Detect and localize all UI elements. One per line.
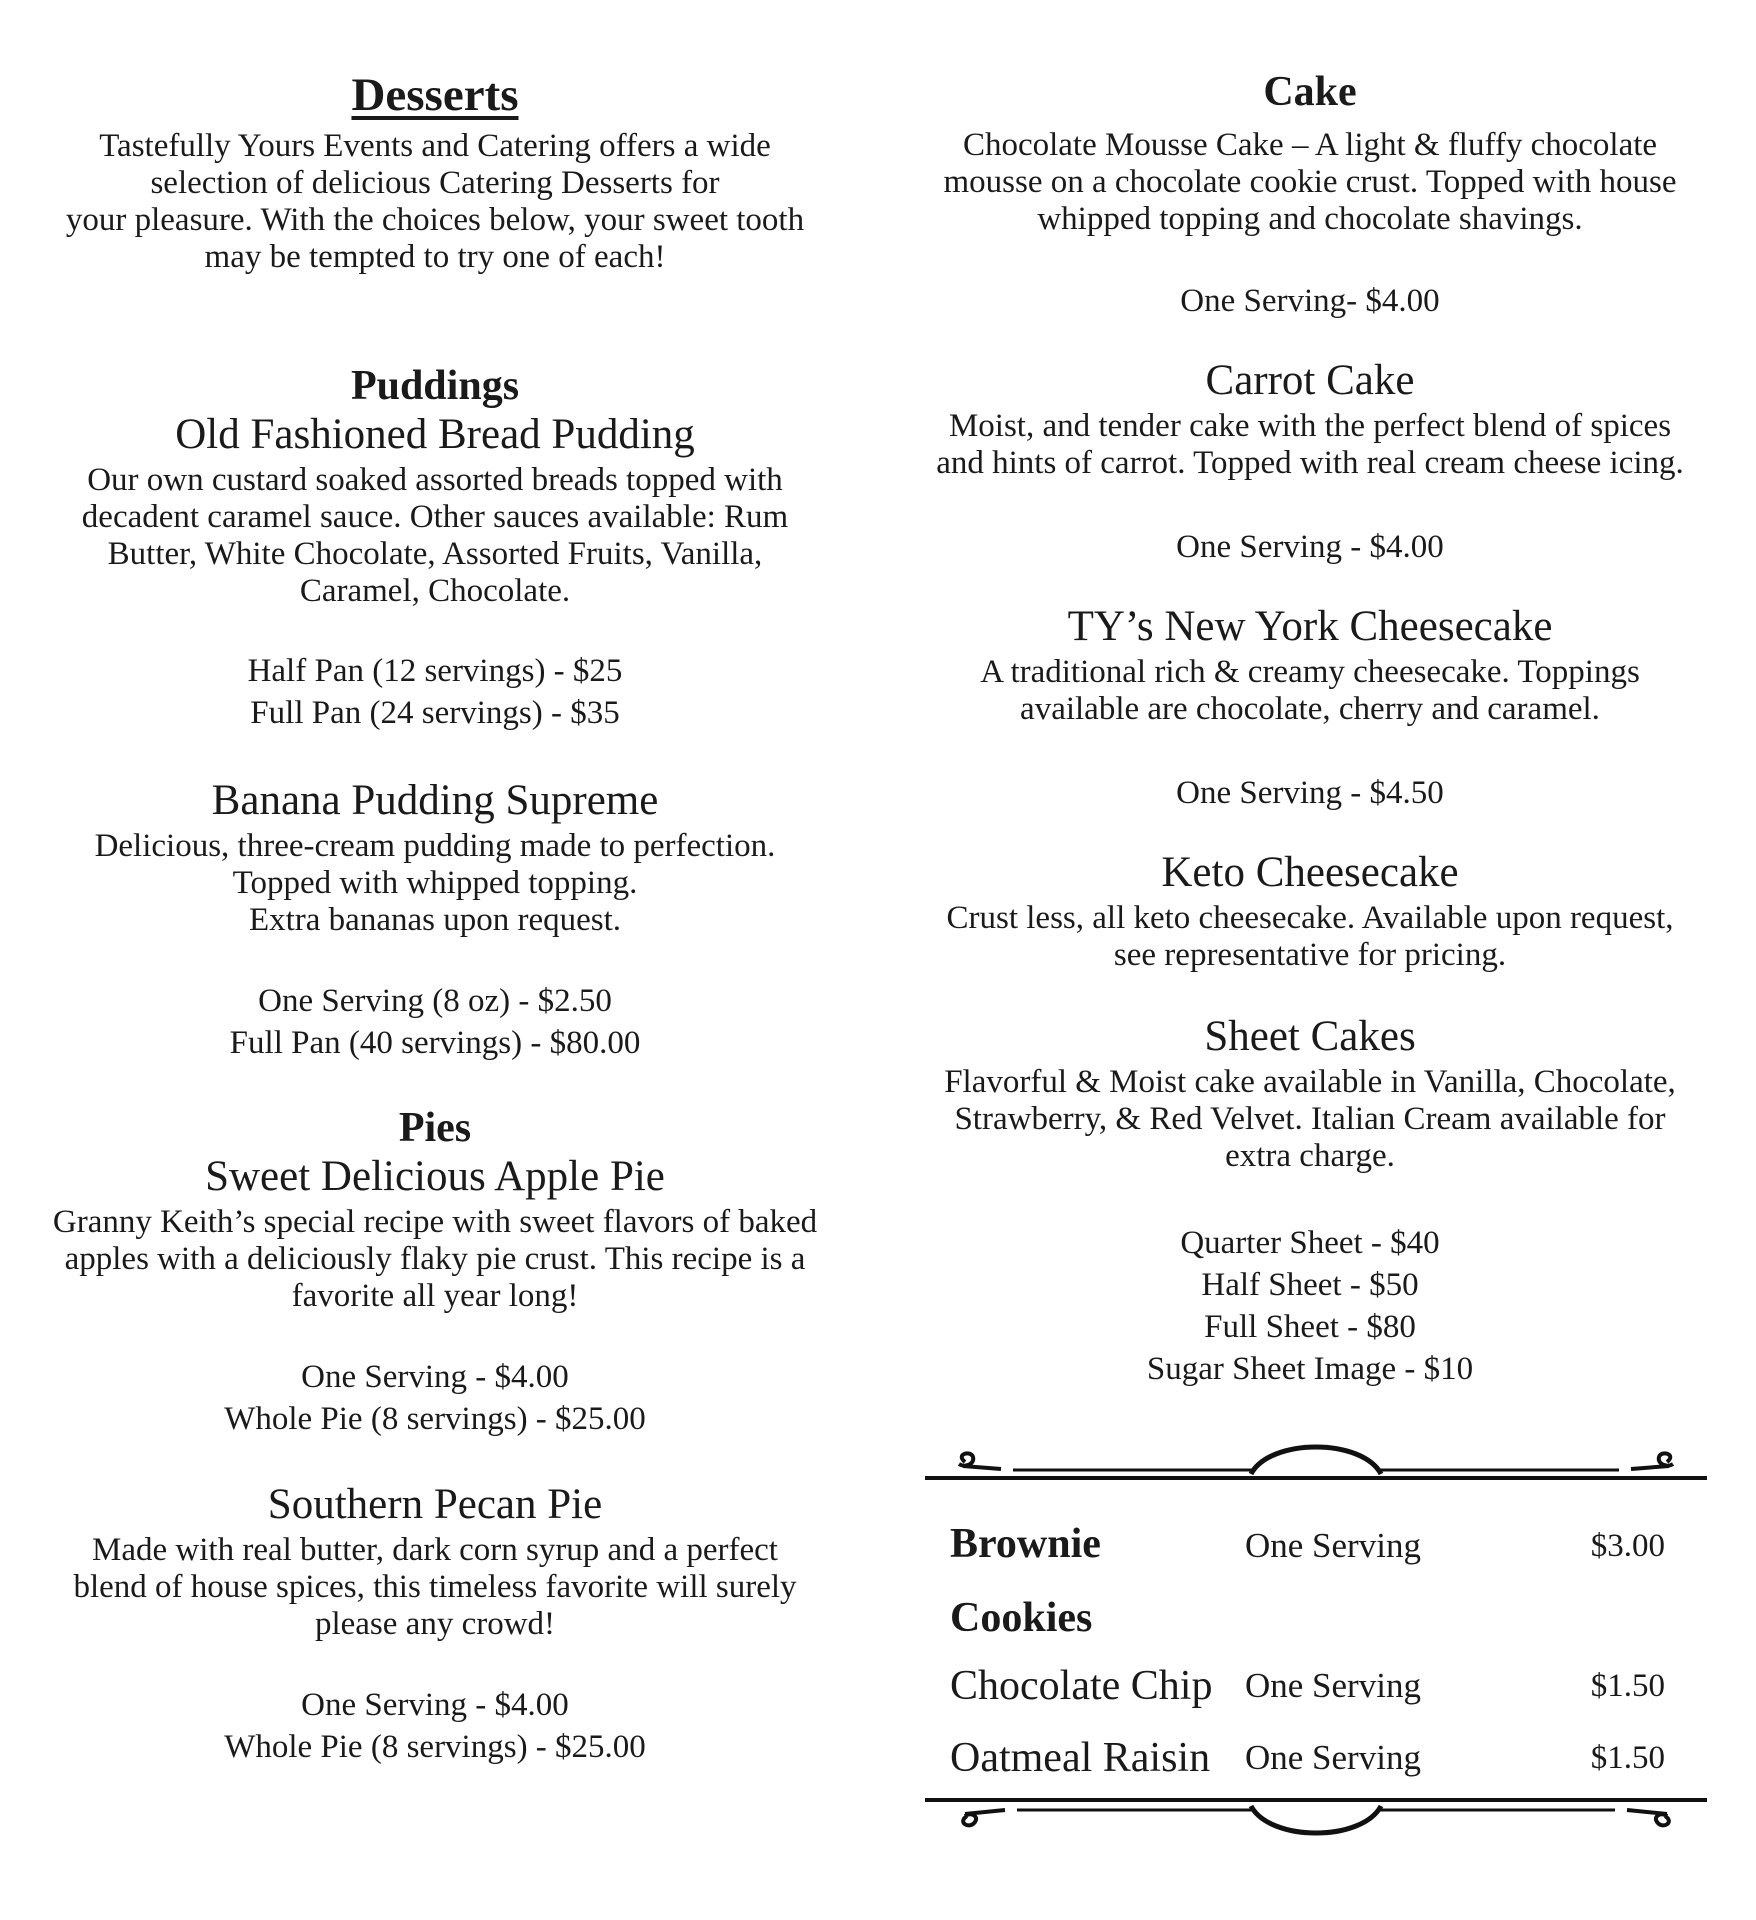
description-line: decadent caramel sauce. Other sauces available: Rum (81, 499, 789, 535)
carrot-cake-name: Carrot Cake (1205, 357, 1415, 404)
price-line: Sugar Sheet Image - $10 (1146, 1351, 1474, 1387)
price-line: Half Sheet - $50 (1201, 1267, 1419, 1303)
description-line: whipped topping and chocolate shavings. (1037, 201, 1583, 237)
description-line: Flavorful & Moist cake available in Vanilla, Chocolate, (944, 1064, 1676, 1100)
description-line: Chocolate Mousse Cake – A light & fluffy chocolate (962, 127, 1658, 163)
intro-line: selection of delicious Catering Desserts for (150, 165, 720, 201)
price-line: Full Pan (40 servings) - $80.00 (229, 1025, 641, 1061)
description-line: Caramel, Chocolate. (299, 573, 571, 609)
description-line: blend of house spices, this timeless favorite will surely (73, 1569, 797, 1605)
banana-pudding-name: Banana Pudding Supreme (211, 777, 659, 824)
oatmeal-raisin-name: Oatmeal Raisin (950, 1735, 1211, 1781)
top-flourish-ornament (925, 1440, 1707, 1480)
description-line: Made with real butter, dark corn syrup and a perfect (92, 1532, 778, 1568)
chocolate-chip-name: Chocolate Chip (950, 1663, 1213, 1709)
price-line: Quarter Sheet - $40 (1180, 1225, 1440, 1261)
description-line: Moist, and tender cake with the perfect blend of spices (948, 408, 1672, 444)
bread-pudding-description (40, 462, 830, 610)
price-line: Half Pan (12 servings) - $25 (247, 653, 623, 689)
price-line: One Serving - $4.00 (301, 1359, 569, 1395)
description-line: and hints of carrot. Topped with real cream cheese icing. (936, 445, 1684, 481)
pecan-pie-description (40, 1532, 830, 1643)
small-items-box (925, 1440, 1707, 1840)
description-line: favorite all year long! (291, 1278, 579, 1314)
description-line: Granny Keith’s special recipe with sweet flavors of baked (52, 1204, 818, 1240)
price-line: One Serving- $4.00 (1180, 283, 1440, 319)
price-line: Full Sheet - $80 (1204, 1309, 1416, 1345)
keto-cheesecake-name: Keto Cheesecake (1161, 849, 1459, 896)
intro-text (40, 128, 830, 276)
price-line: Whole Pie (8 servings) - $25.00 (224, 1729, 646, 1765)
intro-line: Tastefully Yours Events and Catering offers a wide (99, 128, 771, 164)
carrot-cake-description (900, 408, 1720, 482)
sheet-cakes-name: Sheet Cakes (1204, 1013, 1416, 1060)
price-line: One Serving - $4.00 (301, 1687, 569, 1723)
banana-pudding-description (40, 828, 830, 939)
description-line: Butter, White Chocolate, Assorted Fruits, Vanilla, (107, 536, 763, 572)
keto-cheesecake-description (900, 900, 1720, 974)
description-line: see representative for pricing. (1113, 937, 1507, 973)
intro-line: may be tempted to try one of each! (204, 239, 666, 275)
apple-pie-name: Sweet Delicious Apple Pie (205, 1153, 665, 1200)
apple-pie-prices (40, 1356, 830, 1440)
bread-pudding-name: Old Fashioned Bread Pudding (175, 411, 695, 458)
price-line: One Serving (8 oz) - $2.50 (258, 983, 612, 1019)
intro-line: your pleasure. With the choices below, your sweet tooth (65, 202, 805, 238)
top-divider (925, 1476, 1707, 1480)
pecan-pie-name: Southern Pecan Pie (267, 1481, 603, 1528)
pies-heading: Pies (398, 1105, 472, 1151)
chocolate-chip-price: $1.50 (1590, 1668, 1665, 1704)
pecan-pie-prices (40, 1684, 830, 1768)
ny-cheesecake-description (900, 654, 1720, 728)
carrot-cake-price (900, 526, 1720, 568)
ny-cheesecake-name: TY’s New York Cheesecake (1067, 603, 1553, 650)
page-title: Desserts (351, 69, 519, 121)
bottom-flourish-ornament (925, 1800, 1707, 1840)
mousse-cake-description (900, 127, 1720, 238)
sheet-cakes-description (900, 1064, 1720, 1175)
brownie-name: Brownie (950, 1521, 1101, 1567)
description-line: Our own custard soaked assorted breads topped with (87, 462, 783, 498)
chocolate-chip-serving: One Serving (1245, 1666, 1421, 1705)
price-line: Full Pan (24 servings) - $35 (250, 695, 620, 731)
description-line: Crust less, all keto cheesecake. Available upon request, (946, 900, 1674, 936)
description-line: Strawberry, & Red Velvet. Italian Cream available for (954, 1101, 1666, 1137)
description-line: extra charge. (1225, 1138, 1395, 1174)
mousse-cake-price (900, 280, 1720, 322)
description-line: available are chocolate, cherry and caramel. (1020, 691, 1600, 727)
description-line: Topped with whipped topping. (232, 865, 638, 901)
cake-heading: Cake (1263, 69, 1357, 115)
description-line: please any crowd! (314, 1606, 556, 1642)
price-line: Whole Pie (8 servings) - $25.00 (224, 1401, 646, 1437)
apple-pie-description (40, 1204, 830, 1315)
oatmeal-raisin-price: $1.50 (1590, 1740, 1665, 1776)
description-line: apples with a deliciously flaky pie crust. This recipe is a (64, 1241, 806, 1277)
bread-pudding-prices (40, 650, 830, 734)
cookies-heading: Cookies (950, 1595, 1093, 1641)
sheet-cakes-prices (900, 1222, 1720, 1390)
oatmeal-raisin-serving: One Serving (1245, 1738, 1421, 1777)
brownie-serving: One Serving (1245, 1526, 1421, 1565)
description-line: A traditional rich & creamy cheesecake. Toppings (980, 654, 1640, 690)
price-line: One Serving - $4.00 (1176, 529, 1444, 565)
ny-cheesecake-price (900, 772, 1720, 814)
description-line: mousse on a chocolate cookie crust. Topped with house (943, 164, 1677, 200)
description-line: Extra bananas upon request. (248, 902, 622, 938)
puddings-heading: Puddings (350, 363, 520, 409)
banana-pudding-prices (40, 980, 830, 1064)
price-line: One Serving - $4.50 (1176, 775, 1444, 811)
description-line: Delicious, three-cream pudding made to perfection. (94, 828, 776, 864)
brownie-price: $3.00 (1590, 1528, 1665, 1564)
